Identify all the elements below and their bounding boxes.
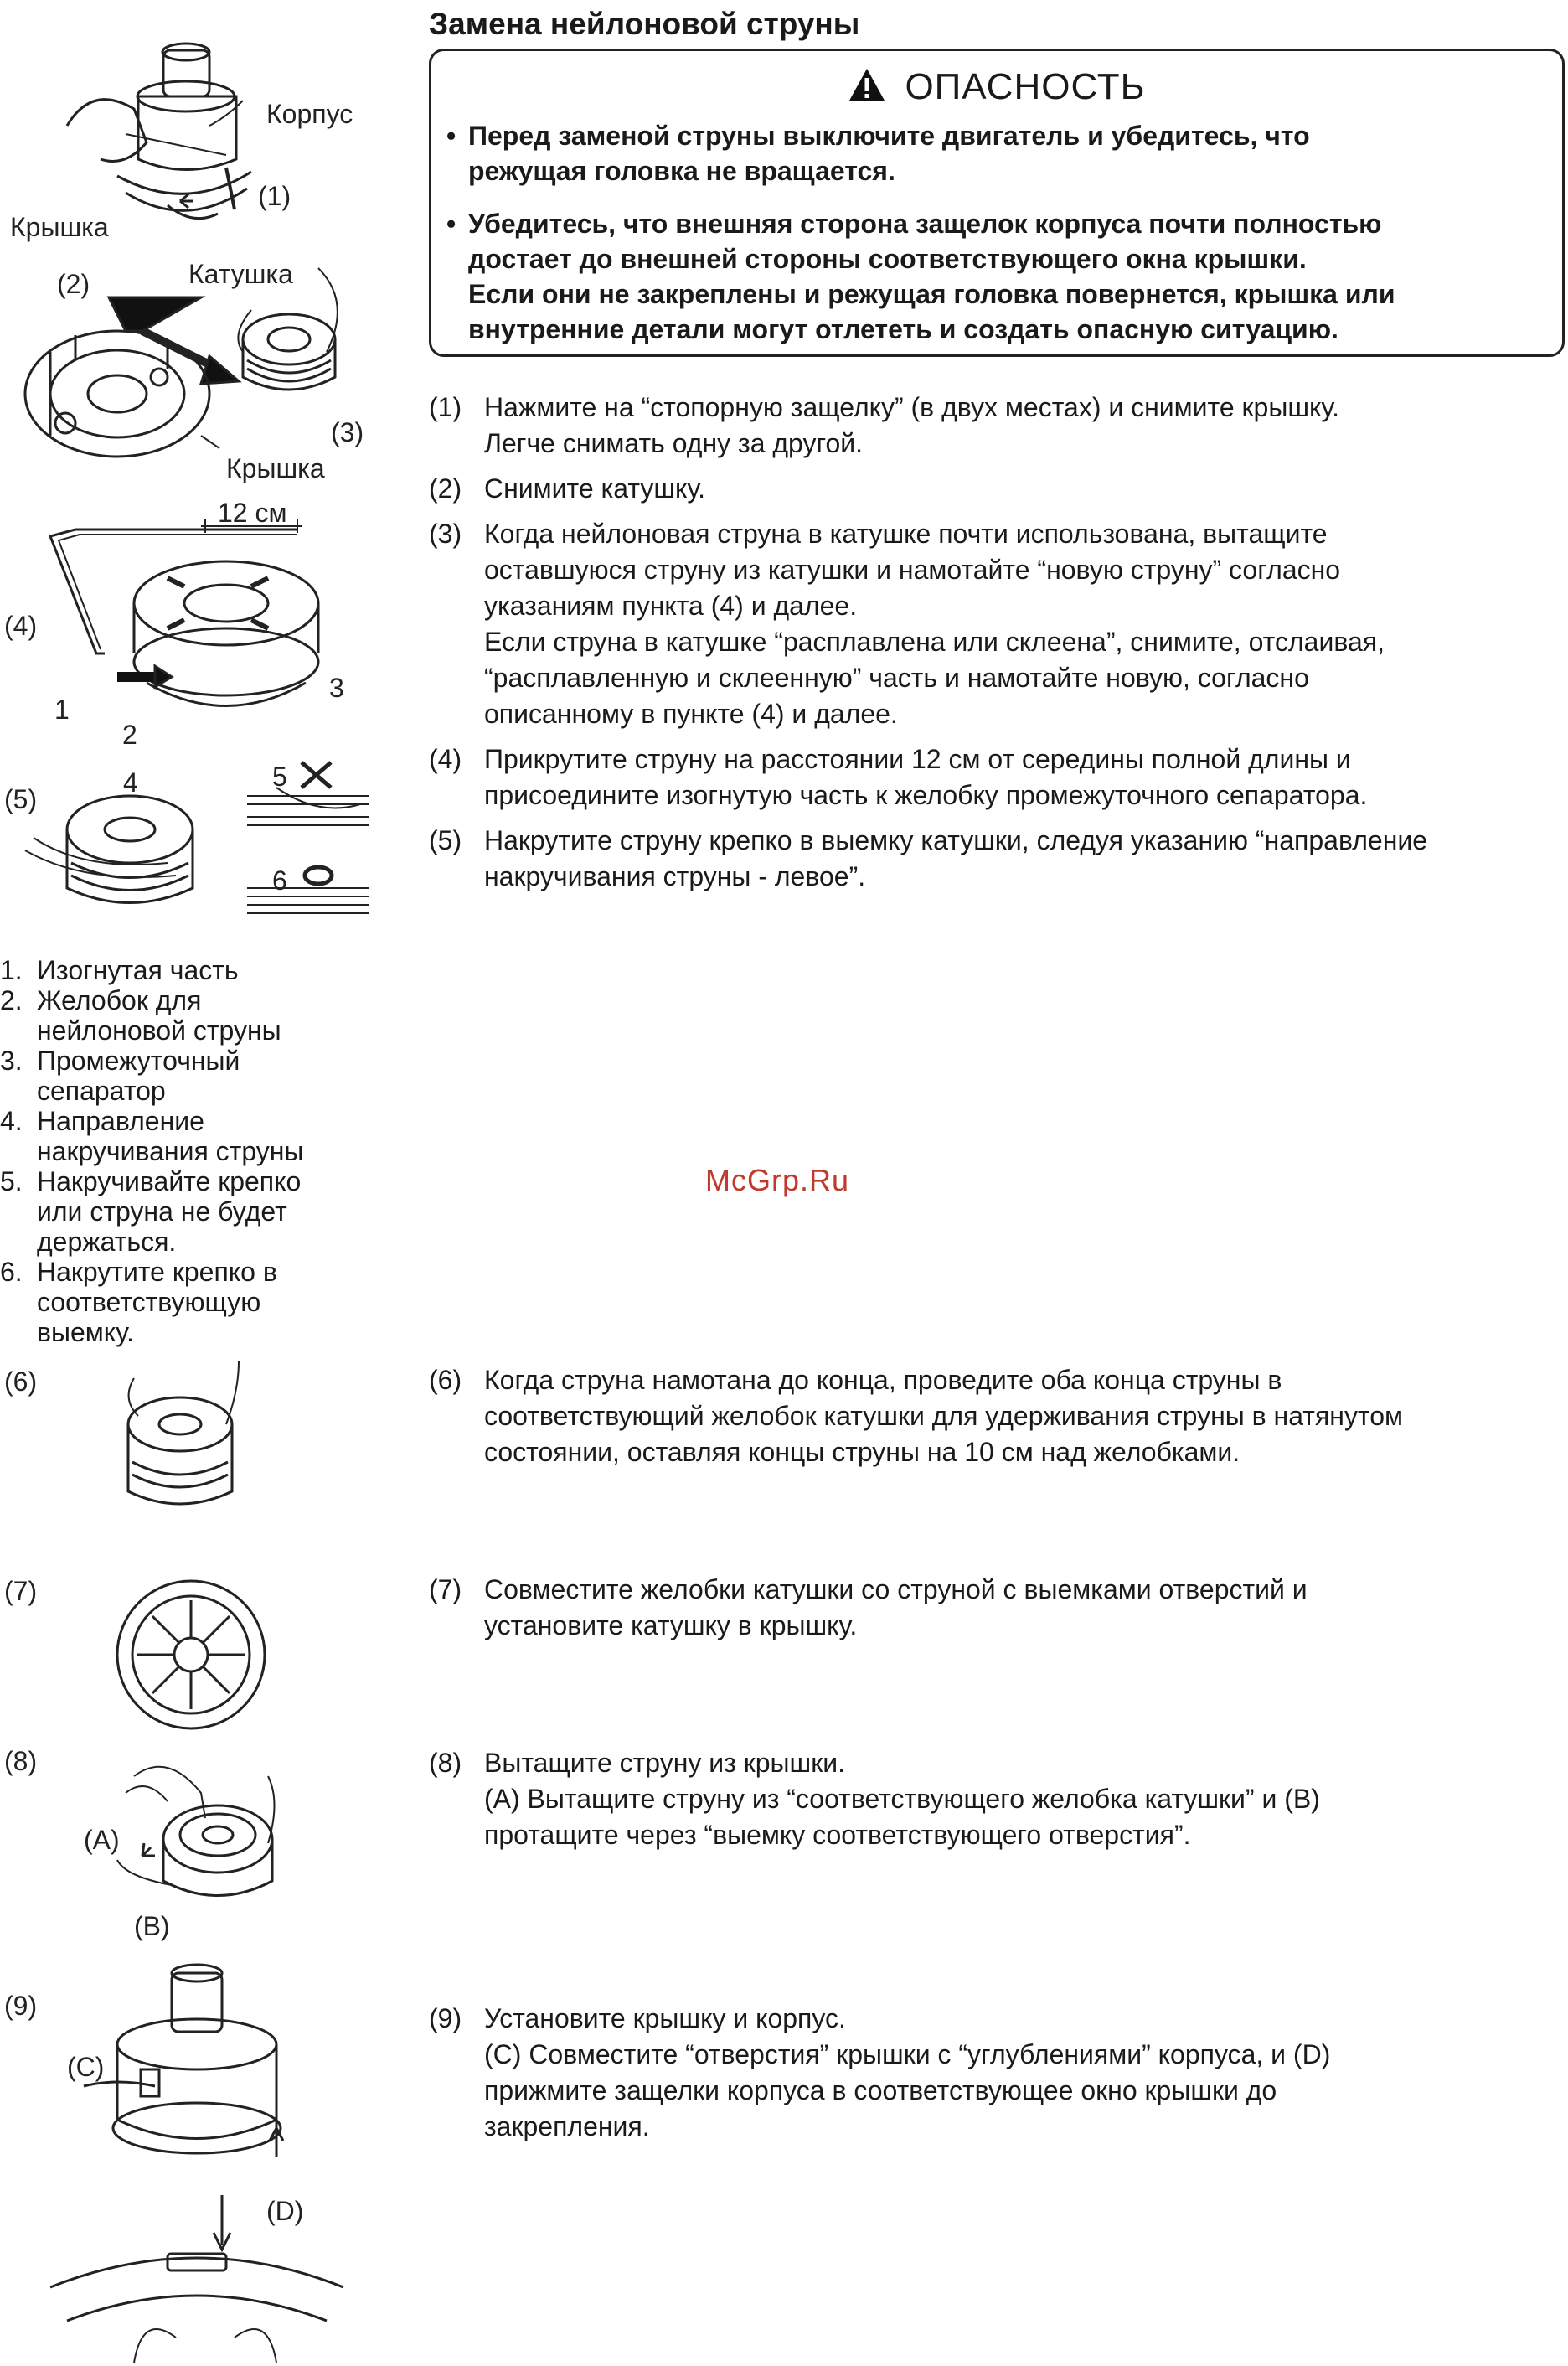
legend-item: 6. Накрутите крепко в соответствующую выемку. [0, 1257, 277, 1347]
legend-item: 5. Накручивайте крепко или струна не будет держаться. [0, 1166, 302, 1257]
label-b: (B) [134, 1911, 170, 1941]
label-c: (C) [67, 2052, 105, 2082]
warning-item: • Перед заменой струны выключите двигатель и убедитесь, что режущая головка не вращается. [446, 118, 1542, 189]
figure-8-pull-line [117, 1767, 275, 1896]
label-step-1: (1) [258, 181, 291, 211]
danger-heading-text: ОПАСНОСТЬ [905, 66, 1146, 107]
step-4: (4) Прикрутите струну на расстоянии 12 см от середины полной длины и присоедините изогнутую часть к желобку промежуточного сепаратора. [429, 744, 1368, 810]
figure-4-line-hook [50, 519, 318, 706]
label-n2: 2 [122, 720, 137, 750]
label-step-3: (3) [331, 417, 364, 447]
label-kryshka-2: Крышка [226, 453, 325, 483]
page-title: Замена нейлоновой струны [429, 7, 860, 41]
step-7: (7) Совместите желобки катушки со струной с выемками отверстий и установите катушку в крышку. [429, 1574, 1308, 1640]
legend-item: 1. Изогнутая часть [0, 955, 239, 985]
illustrations [0, 0, 419, 2366]
danger-box [429, 49, 1565, 357]
figure-9-assembly [50, 1965, 343, 2363]
figure-7-spool-in-cover [117, 1581, 265, 1728]
label-12cm: 12 см [218, 498, 287, 528]
figure-1-cover-removal [67, 44, 251, 219]
label-step-7: (7) [4, 1576, 38, 1606]
label-step-4: (4) [4, 611, 38, 641]
label-korpus: Корпус [266, 99, 353, 129]
warning-text: Перед заменой струны выключите двигатель и убедитесь, что режущая головка не вращается. [468, 121, 1310, 186]
step-9: (9) Установите крышку и корпус. (C) Совместите “отверстия” крышки с “углублениями” корпуса, и (D) прижмите защелки корпуса в соответствующее окно крышки до закрепления. [429, 2003, 1331, 2141]
label-n4: 4 [123, 767, 138, 798]
label-n3: 3 [329, 673, 344, 703]
step-8: (8) Вытащите струну из крышки. (A) Вытащите струну из “соответствующего желобка катушки” и (B) протащите через “выемку соответствующего отверстия”. [429, 1748, 1320, 1850]
label-a: (A) [84, 1825, 120, 1855]
label-step-2: (2) [57, 269, 90, 299]
label-n6: 6 [272, 865, 287, 896]
legend-item: 2. Желобок для нейлоновой струны [0, 985, 281, 1046]
danger-heading [431, 66, 1562, 111]
step-3: (3) Когда нейлоновая струна в катушке почти использована, вытащите оставшуюся струну из катушки и намотайте “новую струну” согласно указаниям пункта (4) и далее. Если струна в катушке “расплавлена или склеена”, снимите, отслаивая, “расплавленную и склеенную” часть и намотайте новую, согласно описанному в пункте (4) и далее. [429, 519, 1385, 729]
label-step-5: (5) [4, 784, 38, 814]
warning-item: • Убедитесь, что внешняя сторона защелок корпуса почти полностью достает до внешней стороны соответствующего окна крышки. Если они не закреплены и режущая головка повернется, крышка или внутренние детали могут отлететь и создать опасную ситуацию. [446, 206, 1542, 347]
label-n5: 5 [272, 762, 287, 792]
step-2: (2) Снимите катушку. [429, 473, 706, 504]
label-step-6: (6) [4, 1366, 38, 1397]
warning-triangle-icon [848, 67, 886, 111]
label-n1: 1 [54, 695, 70, 725]
step-6: (6) Когда струна намотана до конца, проведите оба конца струны в соответствующий желобок катушки для удерживания струны в натянутом состоянии, оставляя концы струны на 10 см над желобками. [429, 1365, 1404, 1467]
label-step-8: (8) [4, 1746, 38, 1776]
figure-5-winding [25, 762, 369, 913]
step-5: (5) Накрутите струну крепко в выемку катушки, следуя указанию “направление накручивания струны - левое”. [429, 825, 1428, 891]
figure-6-spool-ends [128, 1361, 239, 1504]
label-katushka: Катушка [188, 259, 293, 289]
legend-item: 3. Промежуточный сепаратор [0, 1046, 240, 1106]
warning-text: Убедитесь, что внешняя сторона защелок корпуса почти полностью достает до внешней стороны соответствующего окна крышки. Если они не закреплены и режущая головка повернется, крышка или внутренние детали могут отлететь и создать опасную ситуацию. [468, 209, 1395, 344]
legend-item: 4. Направление накручивания струны [0, 1106, 304, 1166]
watermark: McGrp.Ru [705, 1163, 850, 1197]
step-1: (1) Нажмите на “стопорную защелку” (в двух местах) и снимите крышку. Легче снимать одну за другой. [429, 392, 1340, 458]
label-kryshka: Крышка [10, 212, 109, 242]
label-d: (D) [266, 2196, 304, 2226]
label-step-9: (9) [4, 1991, 38, 2021]
